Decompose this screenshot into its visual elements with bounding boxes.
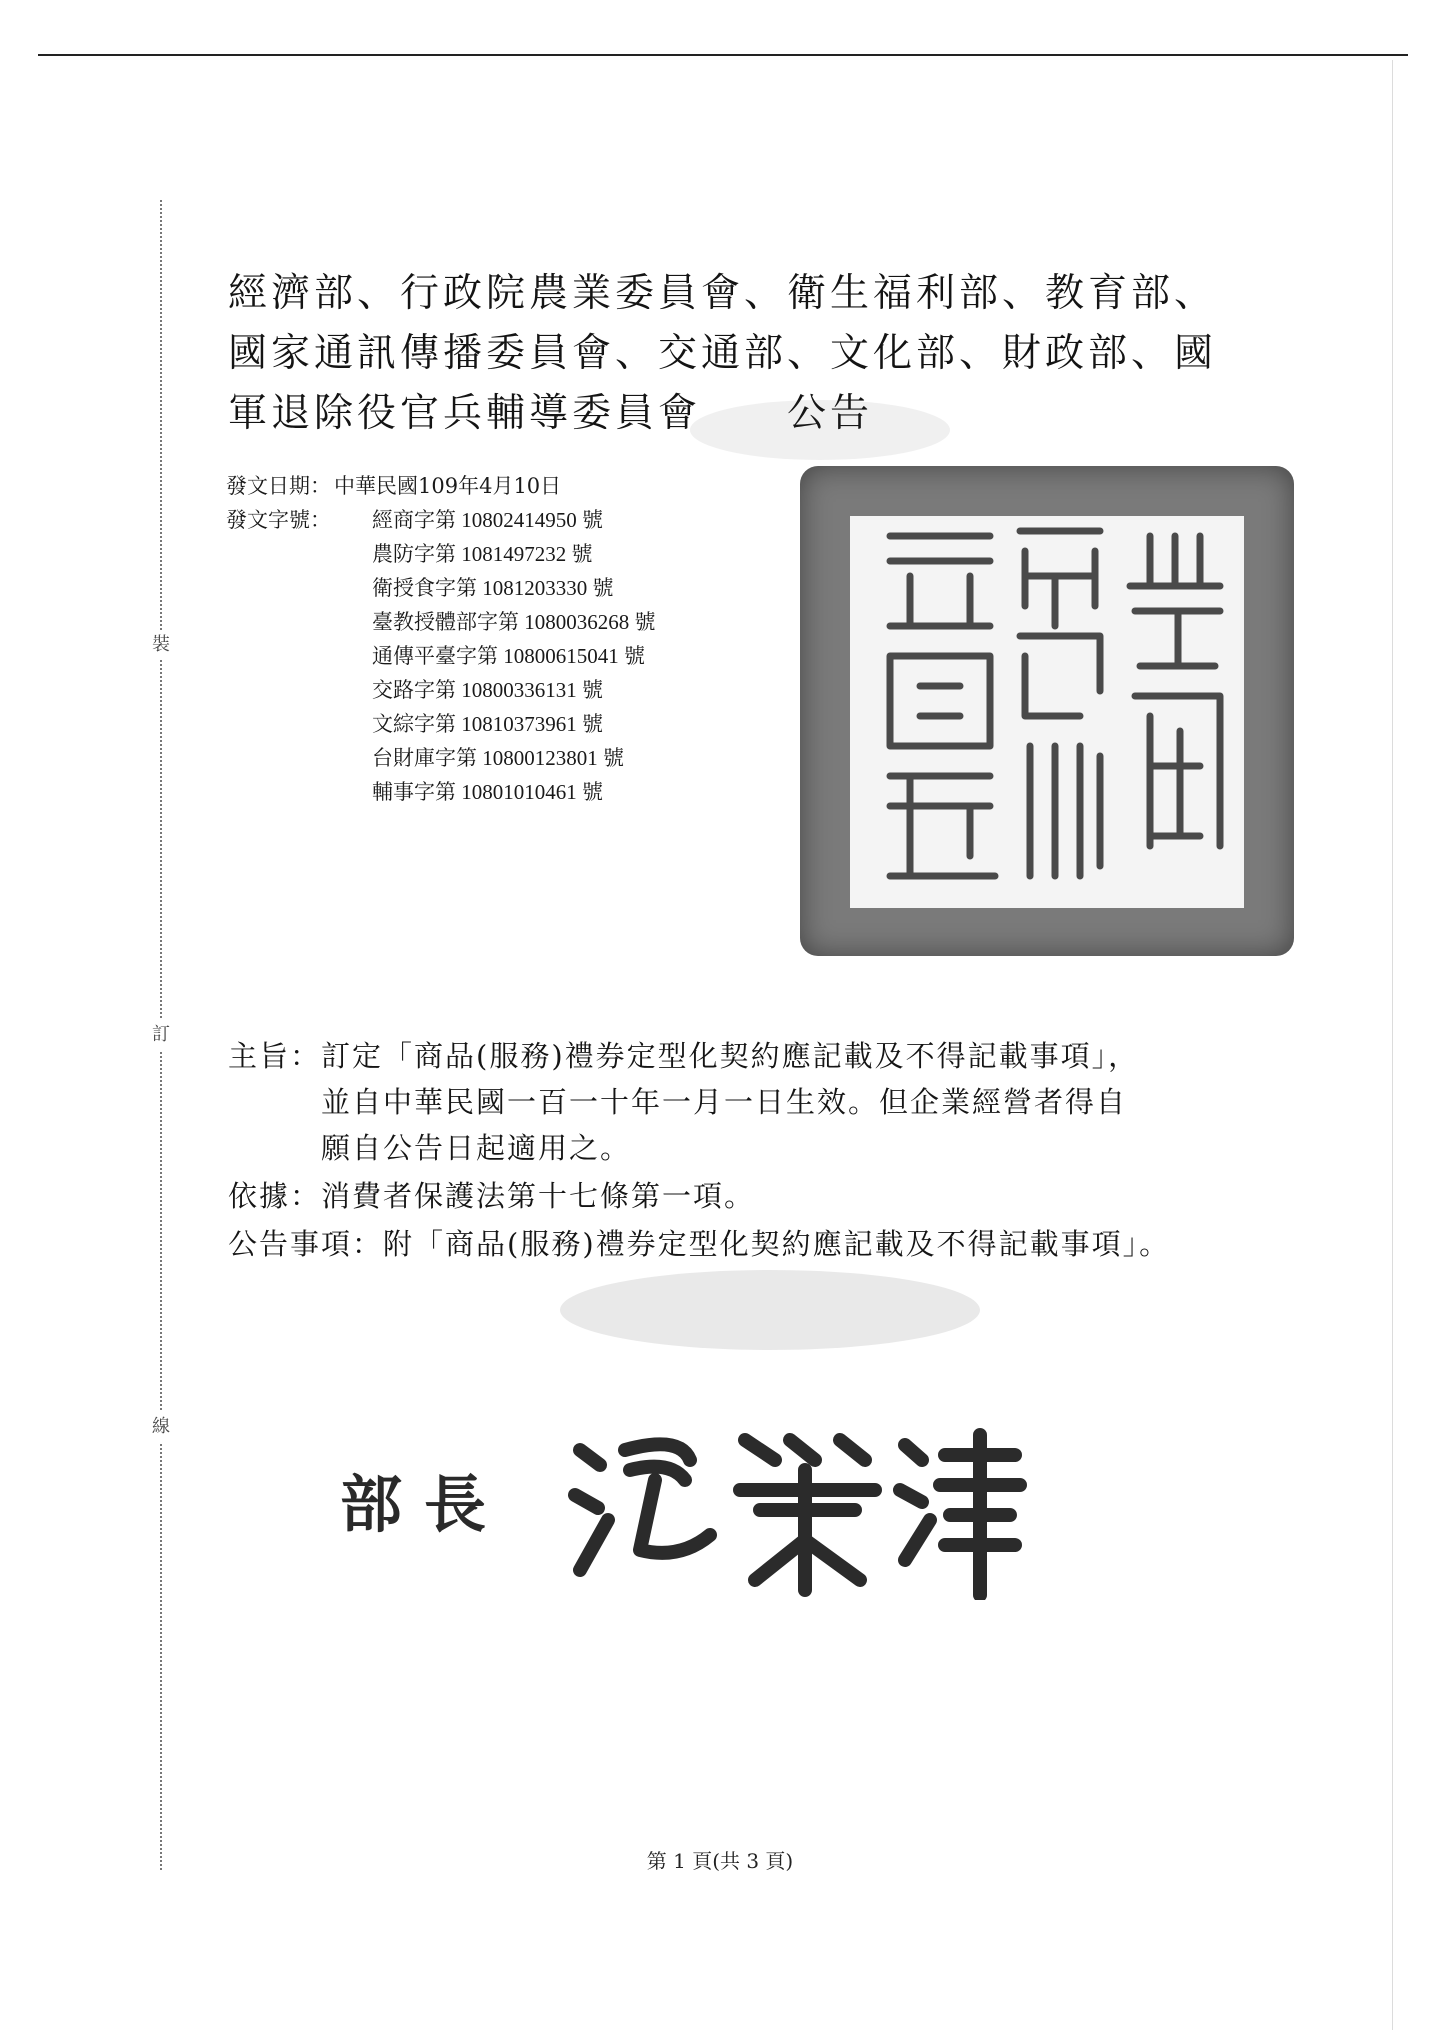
- reference-number: 交路字第 10800336131 號: [372, 678, 603, 702]
- basis-line: 依據：消費者保護法第十七條第一項。: [228, 1179, 756, 1213]
- issue-date-label: 發文日期：: [226, 474, 331, 498]
- title-line-1: 經濟部、行政院農業委員會、衛生福利部、教育部、: [228, 271, 1218, 316]
- seal-script-glyphs: [850, 516, 1244, 908]
- reference-label: 發文字號：: [226, 508, 331, 532]
- reference-number: 臺教授體部字第 1080036268 號: [372, 610, 656, 634]
- stamp-bleed-smudge: [560, 1270, 980, 1350]
- reference-number: 文綜字第 10810373961 號: [372, 712, 603, 736]
- top-rule: [38, 54, 1408, 56]
- reference-number: 台財庫字第 10800123801 號: [372, 746, 624, 770]
- stamp-bleed-smudge: [690, 400, 950, 460]
- subject-line-3: 願自公告日起適用之。: [228, 1131, 632, 1165]
- title-line-3: 軍退除役官兵輔導委員會 公告: [228, 391, 874, 436]
- issue-date-value: 中華民國109年4月10日: [334, 474, 562, 498]
- reference-number: 輔事字第 10801010461 號: [372, 780, 603, 804]
- reference-number: 農防字第 1081497232 號: [372, 542, 593, 566]
- minister-signature: [560, 1400, 1030, 1600]
- binding-mark-xian: 線: [146, 1412, 176, 1442]
- official-seal: [800, 466, 1294, 956]
- subject-line-1: 主旨：訂定「商品(服務)禮券定型化契約應記載及不得記載事項」，: [228, 1039, 1140, 1073]
- reference-number: 通傳平臺字第 10800615041 號: [372, 644, 645, 668]
- title-line-2: 國家通訊傳播委員會、交通部、文化部、財政部、國: [228, 331, 1218, 376]
- right-edge-rule: [1392, 60, 1393, 2030]
- announcement-items-line: 公告事項：附「商品(服務)禮券定型化契約應記載及不得記載事項」。: [228, 1227, 1171, 1261]
- subject-line-2: 並自中華民國一百一十年一月一日生效。但企業經營者得自: [228, 1085, 1128, 1119]
- binding-mark-ding: 訂: [146, 1020, 176, 1050]
- page-number: 第 1 頁(共 3 頁): [646, 1849, 794, 1873]
- minister-title: 部長: [340, 1468, 509, 1541]
- binding-mark-zhuang: 裝: [146, 630, 176, 660]
- reference-number: 經商字第 10802414950 號: [372, 508, 603, 532]
- reference-number: 衛授食字第 1081203330 號: [372, 576, 614, 600]
